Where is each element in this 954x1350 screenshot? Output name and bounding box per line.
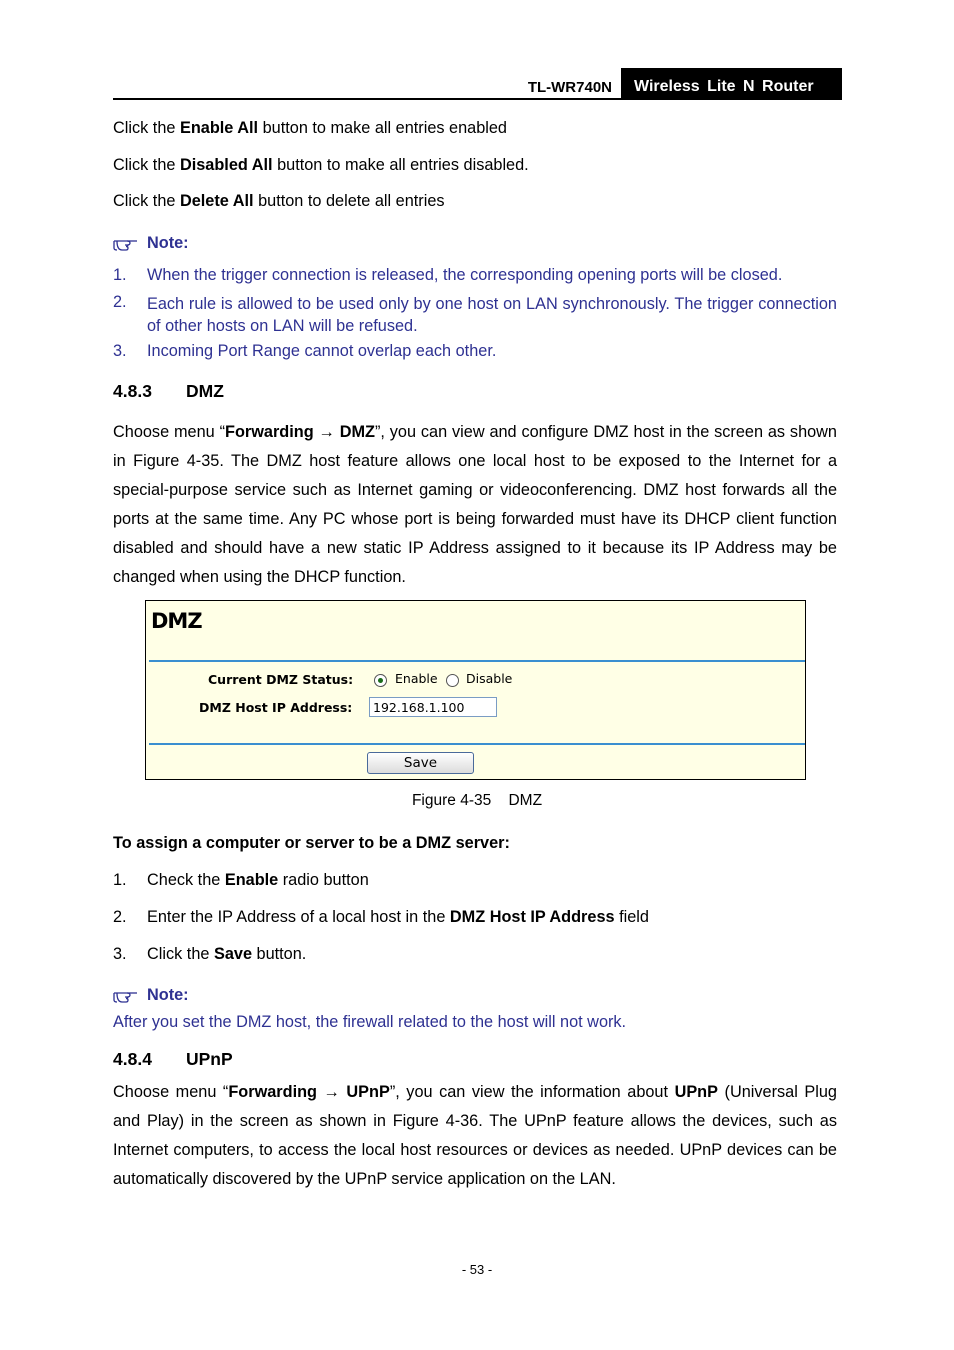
product-tag: Wireless Lite N Router [621, 68, 842, 100]
save-button[interactable]: Save [367, 752, 474, 774]
page-number: - 53 - [461, 1262, 493, 1277]
pointing-hand-icon [113, 989, 139, 1003]
step-number: 1. [113, 871, 127, 889]
note-label: Note: [147, 234, 189, 252]
disable-radio-label[interactable]: Disable [466, 671, 513, 686]
disable-radio[interactable] [446, 674, 459, 687]
step-number: 3. [113, 945, 127, 963]
dmz-settings-panel [145, 600, 806, 780]
dmz-host-ip-input[interactable] [369, 697, 497, 717]
model-name: TL-WR740N [527, 79, 612, 96]
pointing-hand-icon [113, 237, 139, 251]
note-heading [113, 986, 189, 1005]
note-item-number: 1. [113, 266, 127, 284]
assign-heading: To assign a computer or server to be a DMZ server: [113, 834, 510, 852]
note-label: Note: [147, 986, 189, 1004]
note-item: Incoming Port Range cannot overlap each other. [147, 342, 497, 360]
section-heading-upnp: 4.8.4 UPnP [113, 1049, 233, 1069]
enable-radio-label[interactable]: Enable [395, 671, 438, 686]
step-number: 2. [113, 908, 127, 926]
intro-line-disable-all: Click the Disabled All button to make all entries disabled. [113, 156, 529, 174]
header-rule [113, 98, 621, 100]
upnp-description: Choose menu “Forwarding → UPnP”, you can view the information about UPnP (Universal Plug and Play) in the screen as shown in Figure 4-36. The UPnP feature allows the devices, such as Internet computers, to access the local host resources or devices as needed. UPnP devices can be automatically discovered by the UPnP service application on the LAN. [113, 1083, 837, 1188]
intro-line-delete-all: Click the Delete All button to delete all entries [113, 192, 445, 210]
dmz-description: Choose menu “Forwarding → DMZ”, you can view and configure DMZ host in the screen as shown in Figure 4-35. The DMZ host feature allows one local host to be exposed to the Internet for a special-purpose service such as Internet gaming or videoconferencing. DMZ host forwards all the ports at the same time. Any PC whose port is being forwarded must have its DHCP client function disabled and should have a new static IP Address assigned to it because its IP Address may be changed when using the DHCP function. [113, 423, 837, 586]
page-header [113, 68, 842, 100]
step-item: Enter the IP Address of a local host in the DMZ Host IP Address field [147, 908, 649, 926]
note-heading [113, 234, 189, 253]
panel-title: DMZ [151, 609, 202, 633]
note-item: When the trigger connection is released, the corresponding opening ports will be closed. [147, 266, 783, 284]
step-item: Check the Enable radio button [147, 871, 369, 889]
panel-divider [149, 660, 805, 662]
figure-caption: Figure 4-35 DMZ [411, 792, 543, 809]
note-item-number: 2. [113, 293, 127, 311]
dmz-ip-label: DMZ Host IP Address: [199, 700, 353, 715]
note-item-number: 3. [113, 342, 127, 360]
note-item: Each rule is allowed to be used only by one host on LAN synchronously. The trigger connection of other hosts on LAN will be refused. [147, 295, 837, 335]
section-heading-dmz: 4.8.3 DMZ [113, 381, 224, 401]
enable-radio[interactable] [374, 674, 387, 687]
dmz-status-label: Current DMZ Status: [208, 672, 354, 687]
intro-line-enable-all: Click the Enable All button to make all entries enabled [113, 119, 507, 137]
panel-divider [149, 743, 805, 745]
step-item: Click the Save button. [147, 945, 307, 963]
note-text: After you set the DMZ host, the firewall related to the host will not work. [113, 1013, 627, 1031]
